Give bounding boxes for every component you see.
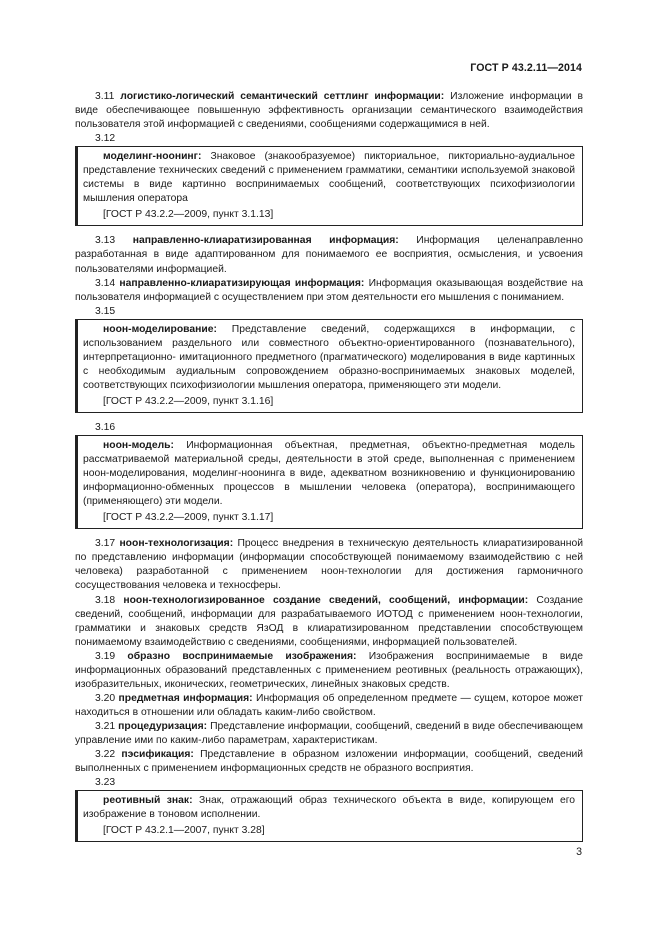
entry-number: 3.19	[95, 650, 116, 662]
entry-number: 3.11	[95, 91, 115, 102]
definition-3-23	[83, 794, 575, 822]
definition-text: Создание сведений, сообщений, информации для разрабатываемого ИОТОД с применением ноон-технологии, грамматики и знаковых средств ЯзОД в клиаратизированном представлении способствующем понимаемому взаимодействию с сведениями, сообщениями, информацией пользователей.	[75, 594, 584, 648]
definition-3-15	[83, 323, 575, 393]
term: процедуризация:	[118, 720, 208, 732]
entry-number: 3.14	[95, 277, 116, 289]
entry-number-3-23: 3.23	[95, 777, 116, 789]
term: реотивный знак:	[103, 795, 193, 807]
running-header: ГОСТ Р 43.2.11—2014	[470, 62, 582, 74]
definition-3-22	[75, 748, 583, 776]
entry-number-3-15: 3.15	[95, 305, 116, 317]
term: направленно-клиаратизированная информация:	[132, 235, 399, 247]
entry-number: 3.17	[95, 538, 116, 550]
definition-text: Представление сведений, содержащихся в информации, с использованием раздельного или совместного объектно-ориентированного (познавательного), интерпретационно- имитационного предметного (прагматического) моделирования в виде картинных с необходимым аудиальным сопровождением образно-воспринимаемых знаковых моделей, соответствующих психофизиологии мышления оператора, применяющего эти модели.	[83, 323, 576, 391]
term: логистико-логический семантический сеттлинг информации:	[120, 91, 445, 102]
term: предметная информация:	[118, 692, 253, 704]
source-reference: [ГОСТ Р 43.2.2—2009, пункт 3.1.17]	[103, 512, 274, 524]
definition-text: Представление информации, сообщений, сведений в виде обеспечивающем управление ими по каким-либо параметрам, характеристикам.	[75, 720, 583, 746]
definition-text: Информация об определенном предмете — сущем, которое может находиться в отношении или обладать каким-либо свойством.	[75, 692, 584, 718]
term: ноон-модель:	[103, 440, 174, 452]
term: направленно-клиаратизирующая информация:	[119, 277, 365, 289]
definition-3-19	[75, 650, 583, 692]
definition-text: Информационная объектная, предметная, объектно-предметная модель рассматриваемой материальной среды, деятельности в этой среде, выполненная с применением ноон-моделирования, моделинг-ноонинга в виде, адекватном возникновению и функционированию информационно-обменных процессов в мышлении человека (оператора), воспринимающего (применяющего) эти модели.	[83, 440, 576, 508]
source-reference: [ГОСТ Р 43.2.1—2007, пункт 3.28]	[103, 825, 265, 837]
page-number: 3	[576, 846, 582, 858]
source-reference: [ГОСТ Р 43.2.2—2009, пункт 3.1.16]	[103, 395, 274, 407]
definition-text: Изображения воспринимаемые в виде информационных образований представленных с применением реотивных (реальность отражающих), изобразительных, иконических, геометрических, линейных знаковых средств.	[75, 650, 583, 690]
definition-text: Изложение информации в виде обеспечивающее повышенную эффективность организации семантического взаимодействия пользователя этой информацией с сведениями, сообщениями содержащимися в ней.	[75, 91, 584, 131]
entry-number: 3.18	[95, 594, 116, 606]
entry-number: 3.21	[95, 720, 116, 732]
entry-number: 3.22	[95, 749, 116, 761]
definition-3-18	[75, 594, 583, 650]
definition-3-13	[75, 234, 583, 276]
definition-box-3-12	[75, 146, 583, 226]
entry-number: 3.13	[95, 235, 116, 247]
source-reference: [ГОСТ Р 43.2.2—2009, пункт 3.1.13]	[103, 209, 274, 221]
definition-3-20	[75, 692, 583, 720]
entry-number-3-12: 3.12	[95, 133, 116, 145]
definition-3-11	[75, 90, 583, 132]
definition-text: Знак, отражающий образ технического объекта в виде, копирующем его изображение в тоновом исполнении.	[83, 795, 576, 821]
entry-number-3-16: 3.16	[95, 421, 116, 433]
definition-box-3-15	[75, 319, 583, 413]
definition-text: Информация оказывающая воздействие на пользователя информацией с осуществлением при этом деятельности его мышления с пониманием.	[75, 277, 583, 303]
definition-3-14	[75, 277, 583, 305]
term: ноон-технологизированное создание сведений, сообщений, информации:	[123, 594, 529, 606]
term: образно воспринимаемые изображения:	[127, 650, 357, 662]
term: пэсификация:	[121, 749, 194, 761]
definition-text: Информация целенаправленно разработанная в виде адаптированном для понимаемого ее восприятия, осмысления, и усвоения пользователями информацией.	[75, 235, 584, 275]
definition-text: Представление в образном изложении информации, сообщений, сведений выполненных с применением информационных средств не образного восприятия.	[75, 749, 584, 775]
definition-3-16	[83, 439, 575, 509]
term: ноон-моделирование:	[103, 323, 217, 335]
term: моделинг-ноонинг:	[103, 151, 202, 163]
definition-box-3-23	[75, 790, 583, 842]
definition-text: Процесс внедрения в техническую деятельность клиаратизированной по представлению информации (информации способствующей понимаемому взаимодействию с ней человека) разработанной с применением ноон-технологии для достижения гармоничного сосуществования человека и техносферы.	[75, 538, 584, 592]
definition-3-17	[75, 537, 583, 593]
definition-text: Знаковое (знакообразуемое) пикториальное, пикториально-аудиальное представление технических сведений с применением грамматики, семантики используемой знаковой системы в виде картинно воспринимаемых сообщений, соответствующих психофизиологии мышления оператора	[83, 151, 576, 205]
entry-number: 3.20	[95, 692, 116, 704]
definition-3-12	[83, 150, 575, 206]
term: ноон-технологизация:	[119, 538, 234, 550]
definition-3-21	[75, 720, 583, 748]
definition-box-3-16	[75, 435, 583, 529]
definitions-section	[75, 90, 583, 842]
